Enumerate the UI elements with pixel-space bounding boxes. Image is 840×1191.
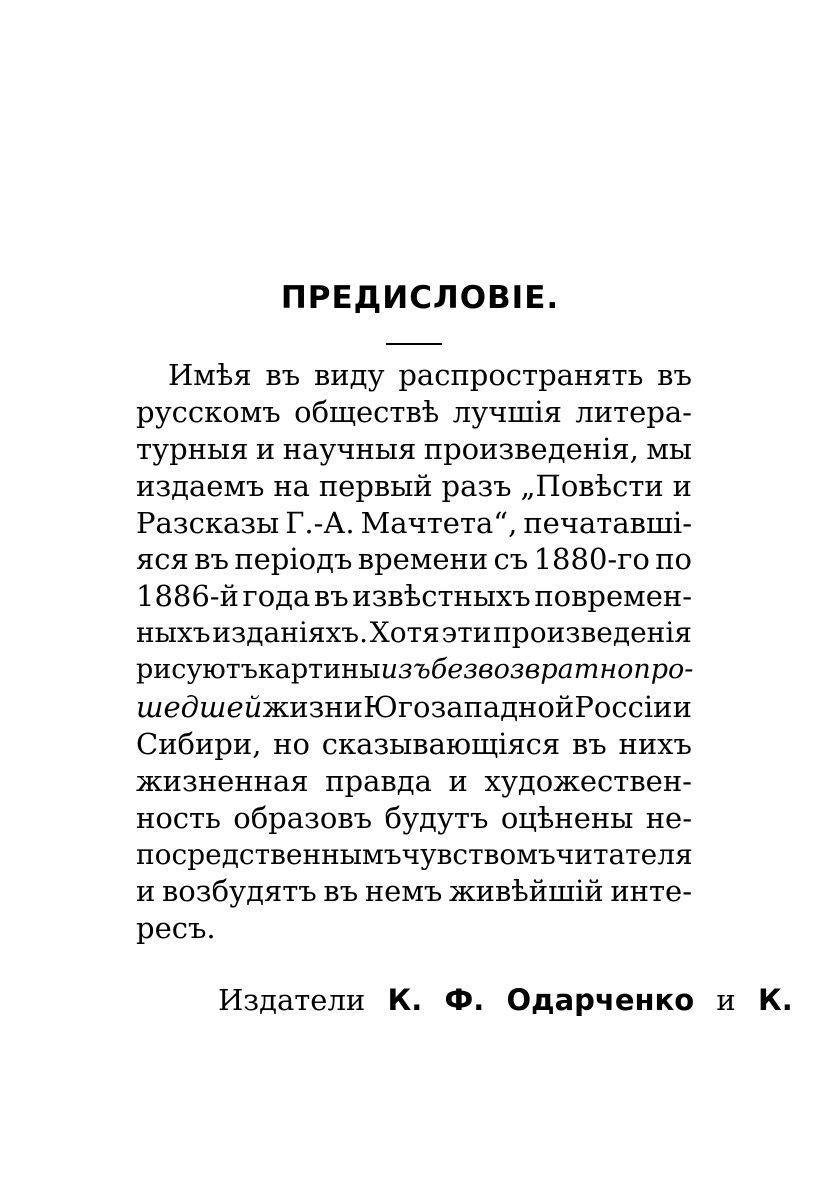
word: на xyxy=(273,468,310,503)
word: года xyxy=(242,579,311,614)
text-line xyxy=(136,837,692,874)
text-line xyxy=(136,689,692,726)
title-divider xyxy=(386,343,442,345)
text-line xyxy=(136,652,692,689)
word: и xyxy=(672,468,692,503)
word: и xyxy=(448,763,468,798)
word: будутъ xyxy=(384,800,489,835)
word: изданіяхъ. xyxy=(212,616,368,650)
italic-word: безвозвратно xyxy=(430,654,634,686)
word: съ xyxy=(493,542,529,577)
word: 1880-го xyxy=(533,542,650,577)
signature-prefix: Издатели xyxy=(218,983,366,1017)
word: и xyxy=(255,431,276,466)
text-line xyxy=(136,615,692,652)
word: картины xyxy=(257,654,381,686)
word: жизни xyxy=(262,690,364,725)
word: въ xyxy=(313,579,349,614)
word: произведенія xyxy=(493,616,692,650)
word: читателя xyxy=(555,837,693,871)
word: Мачтета“, xyxy=(360,505,518,540)
text-line xyxy=(136,763,692,800)
word: въ xyxy=(657,358,692,392)
text-line xyxy=(136,800,692,837)
signature-name-part: Одарченко xyxy=(506,983,695,1017)
word: научныя xyxy=(282,431,417,466)
text-line xyxy=(136,873,692,910)
word: ность xyxy=(136,800,221,835)
word: по xyxy=(655,542,692,577)
word: турныя xyxy=(136,431,249,466)
word: чувствомъ xyxy=(401,837,556,871)
word: извѣстныхъ xyxy=(352,579,531,614)
word: образовъ xyxy=(233,800,373,835)
page-title: ПРЕДИСЛОВІЕ. xyxy=(280,280,560,316)
word: повремен- xyxy=(534,579,692,614)
word: въ xyxy=(571,726,607,761)
word: посредственнымъ xyxy=(136,837,402,871)
word: въ xyxy=(265,358,301,392)
word: мы xyxy=(646,431,692,466)
word: обществѣ xyxy=(294,394,440,429)
italic-word: шедшей xyxy=(136,690,263,725)
word: рисуютъ xyxy=(136,654,258,686)
word: издаемъ xyxy=(136,468,265,503)
word: яся xyxy=(136,542,189,577)
preface-text xyxy=(136,357,692,947)
word: разъ xyxy=(441,468,512,503)
word: нихъ xyxy=(618,726,692,761)
signature-conjunction: и xyxy=(716,983,736,1017)
word: ресъ. xyxy=(136,911,216,946)
italic-word: про- xyxy=(633,654,694,686)
word: періодъ xyxy=(234,542,353,577)
word: Г.-А. xyxy=(285,505,355,540)
text-line xyxy=(136,431,692,468)
signature-name-part: К. xyxy=(387,983,423,1017)
word: Югозападной xyxy=(363,690,575,725)
word: Сибири, xyxy=(136,726,262,761)
word: печатавші- xyxy=(523,505,692,540)
word: лучшія xyxy=(452,394,562,429)
word: первый xyxy=(318,468,433,503)
word: Разсказы xyxy=(136,505,280,540)
word: въ xyxy=(194,542,229,577)
text-line xyxy=(136,505,692,542)
word: живѣйшій xyxy=(448,874,604,909)
word: времени xyxy=(357,542,489,577)
word: Хотя xyxy=(369,616,440,650)
text-line xyxy=(136,541,692,578)
word: произведенія, xyxy=(423,431,639,466)
word: эти xyxy=(441,616,492,650)
signature-name-part: К. xyxy=(758,983,793,1017)
word: 1886-й xyxy=(136,579,239,614)
word: инте- xyxy=(610,874,692,909)
word: Имѣя xyxy=(168,358,252,392)
word: распространять xyxy=(398,358,644,392)
word: Россіи xyxy=(574,690,673,725)
word: оцѣнены xyxy=(500,800,634,835)
text-line xyxy=(136,357,692,394)
publisher-signature xyxy=(218,983,793,1017)
word: не- xyxy=(645,800,692,835)
word: и xyxy=(136,874,156,909)
word: „Повѣсти xyxy=(520,468,664,503)
word: въ xyxy=(323,874,359,909)
word: литера- xyxy=(575,394,692,429)
word: возбудятъ xyxy=(161,874,317,909)
text-line xyxy=(136,394,692,431)
signature-name-part: Ф. xyxy=(444,983,485,1017)
word: правда xyxy=(325,763,432,798)
word: художествен- xyxy=(484,763,692,798)
text-line xyxy=(136,578,692,615)
text-line xyxy=(136,468,692,505)
word: и xyxy=(672,690,692,725)
word: виду xyxy=(313,358,385,392)
word: жизненная xyxy=(136,763,309,798)
word: русскомъ xyxy=(136,394,281,429)
italic-word: изъ xyxy=(380,654,431,686)
word: сказывающіяся xyxy=(321,726,561,761)
text-line xyxy=(136,726,692,763)
word: немъ xyxy=(364,874,443,909)
word: но xyxy=(273,726,310,761)
word: ныхъ xyxy=(136,616,211,650)
text-line xyxy=(136,910,692,947)
